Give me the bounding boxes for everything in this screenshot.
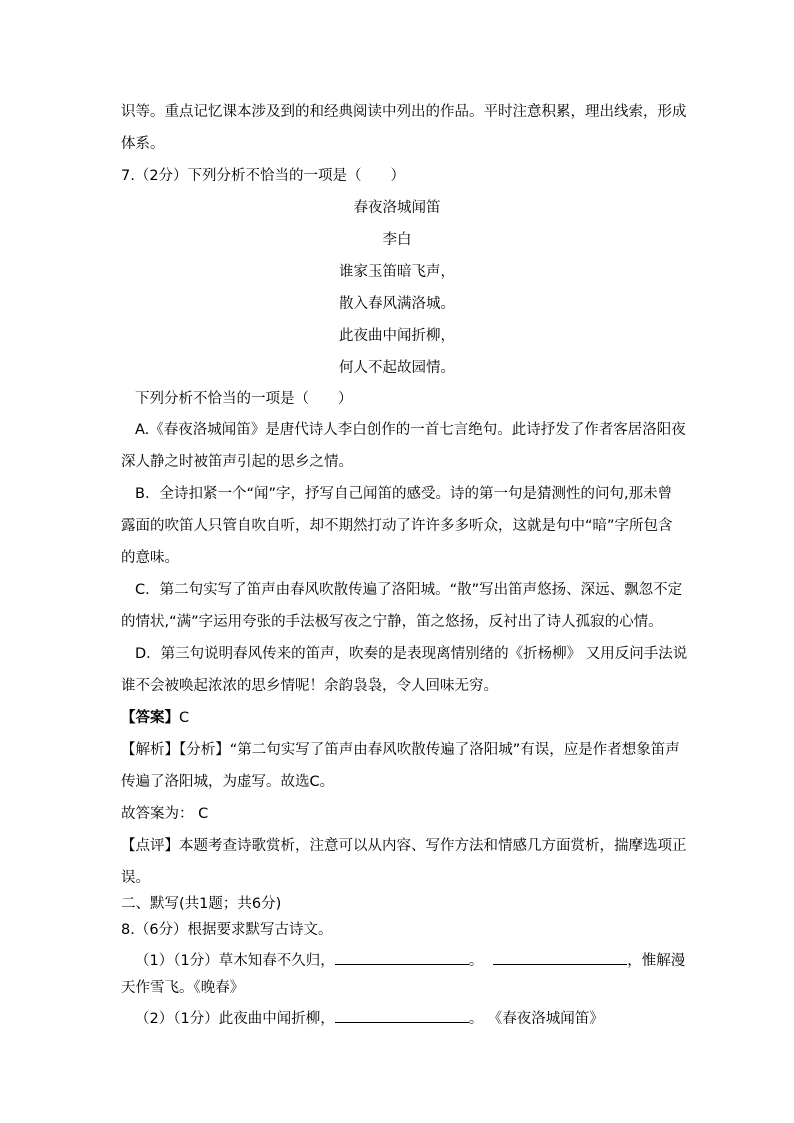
poem-author: 李白: [382, 232, 412, 248]
answer-blank-2[interactable]: [493, 950, 627, 965]
q8-item-1-suffix: ，惟解漫: [627, 953, 686, 969]
q8-stem: 8.（6分）根据要求默写古诗文。: [121, 922, 333, 938]
answer-blank-1[interactable]: [335, 950, 469, 965]
option-d-line-2: 谁不会被唤起浓浓的思乡情呢！余韵袅袅，令人回味无穷。: [121, 678, 498, 694]
option-b-line-2: 露面的吹笛人只管自吹自听，却不期然打动了许许多多听众，这就是句中“暗”字所包含: [121, 518, 673, 534]
option-b-line-1: B．全诗扣紧一个“闻”字，抒写自己闻笛的感受。诗的第一句是猜测性的问句,那未曾: [135, 486, 673, 502]
poem-line-3: 此夜曲中闻折柳，: [339, 328, 455, 344]
answer-line: [121, 708, 189, 728]
q8-item-1-prefix: （1）（1分）草木知春不久归，: [135, 953, 335, 969]
comment-line-1: 【点评】本题考查诗歌赏析，注意可以从内容、写作方法和情感几方面赏析，揣摩选项正: [121, 838, 687, 854]
answer-value: C: [179, 710, 190, 726]
q8-item-2-prefix: （2）（1分）此夜曲中闻折柳，: [135, 1011, 335, 1027]
option-c-line-1: C．第二句实写了笛声由春风吹散传遍了洛阳城。“散”写出笛声悠扬、深远、飘忽不定: [135, 582, 683, 598]
intro-line-1: 识等。重点记忆课本涉及到的和经典阅读中列出的作品。平时注意积累，理出线索，形成: [121, 104, 687, 120]
q8-item-1-line-1: [135, 950, 685, 971]
q8-item-1-line-2: 天作雪飞。《晚春》: [121, 980, 245, 996]
option-d-line-1: D．第三句说明春风传来的笛声，吹奏的是表现离情别绪的《折杨柳》 又用反问手法说: [135, 646, 688, 662]
poem-line-1: 谁家玉笛暗飞声，: [339, 264, 455, 280]
section-2-heading: 二、默写(共1题；共6分): [121, 896, 282, 912]
comment-line-2: 误。: [121, 870, 150, 886]
q8-item-2: [135, 1008, 604, 1029]
q8-item-1-sep: 。: [468, 953, 484, 969]
option-b-line-3: 的意味。: [121, 550, 179, 566]
intro-line-2: 体系。: [121, 136, 165, 152]
answer-blank-3[interactable]: [335, 1008, 469, 1023]
option-a-line-1: A.《春夜洛城闻笛》是唐代诗人李白创作的一首七言绝句。此诗抒发了作者客居洛阳夜: [135, 422, 686, 438]
final-answer: 故答案为： C: [121, 806, 209, 822]
analysis-line-1: 【解析】【分析】“第二句实写了笛声由春风吹散传遍了洛阳城”有误，应是作者想象笛声: [121, 742, 680, 758]
answer-label: 【答案】: [121, 710, 179, 726]
q8-item-2-suffix: 。 《春夜洛城闻笛》: [468, 1011, 604, 1027]
poem-line-4: 何人不起故园情。: [339, 360, 455, 376]
q7-stem: 7.（2分）下列分析不恰当的一项是（ ）: [121, 168, 406, 184]
option-c-line-2: 的情状,“满”字运用夸张的手法极写夜之宁静，笛之悠扬，反衬出了诗人孤寂的心情。: [121, 614, 663, 630]
q7-restate: 下列分析不恰当的一项是（ ）: [135, 391, 353, 407]
poem-title: 春夜洛城闻笛: [353, 200, 441, 216]
analysis-line-2: 传遍了洛阳城，为虚写。故选C。: [121, 774, 335, 790]
option-a-line-2: 深人静之时被笛声引起的思乡之情。: [121, 454, 353, 470]
poem-line-2: 散入春风满洛城。: [339, 296, 455, 312]
